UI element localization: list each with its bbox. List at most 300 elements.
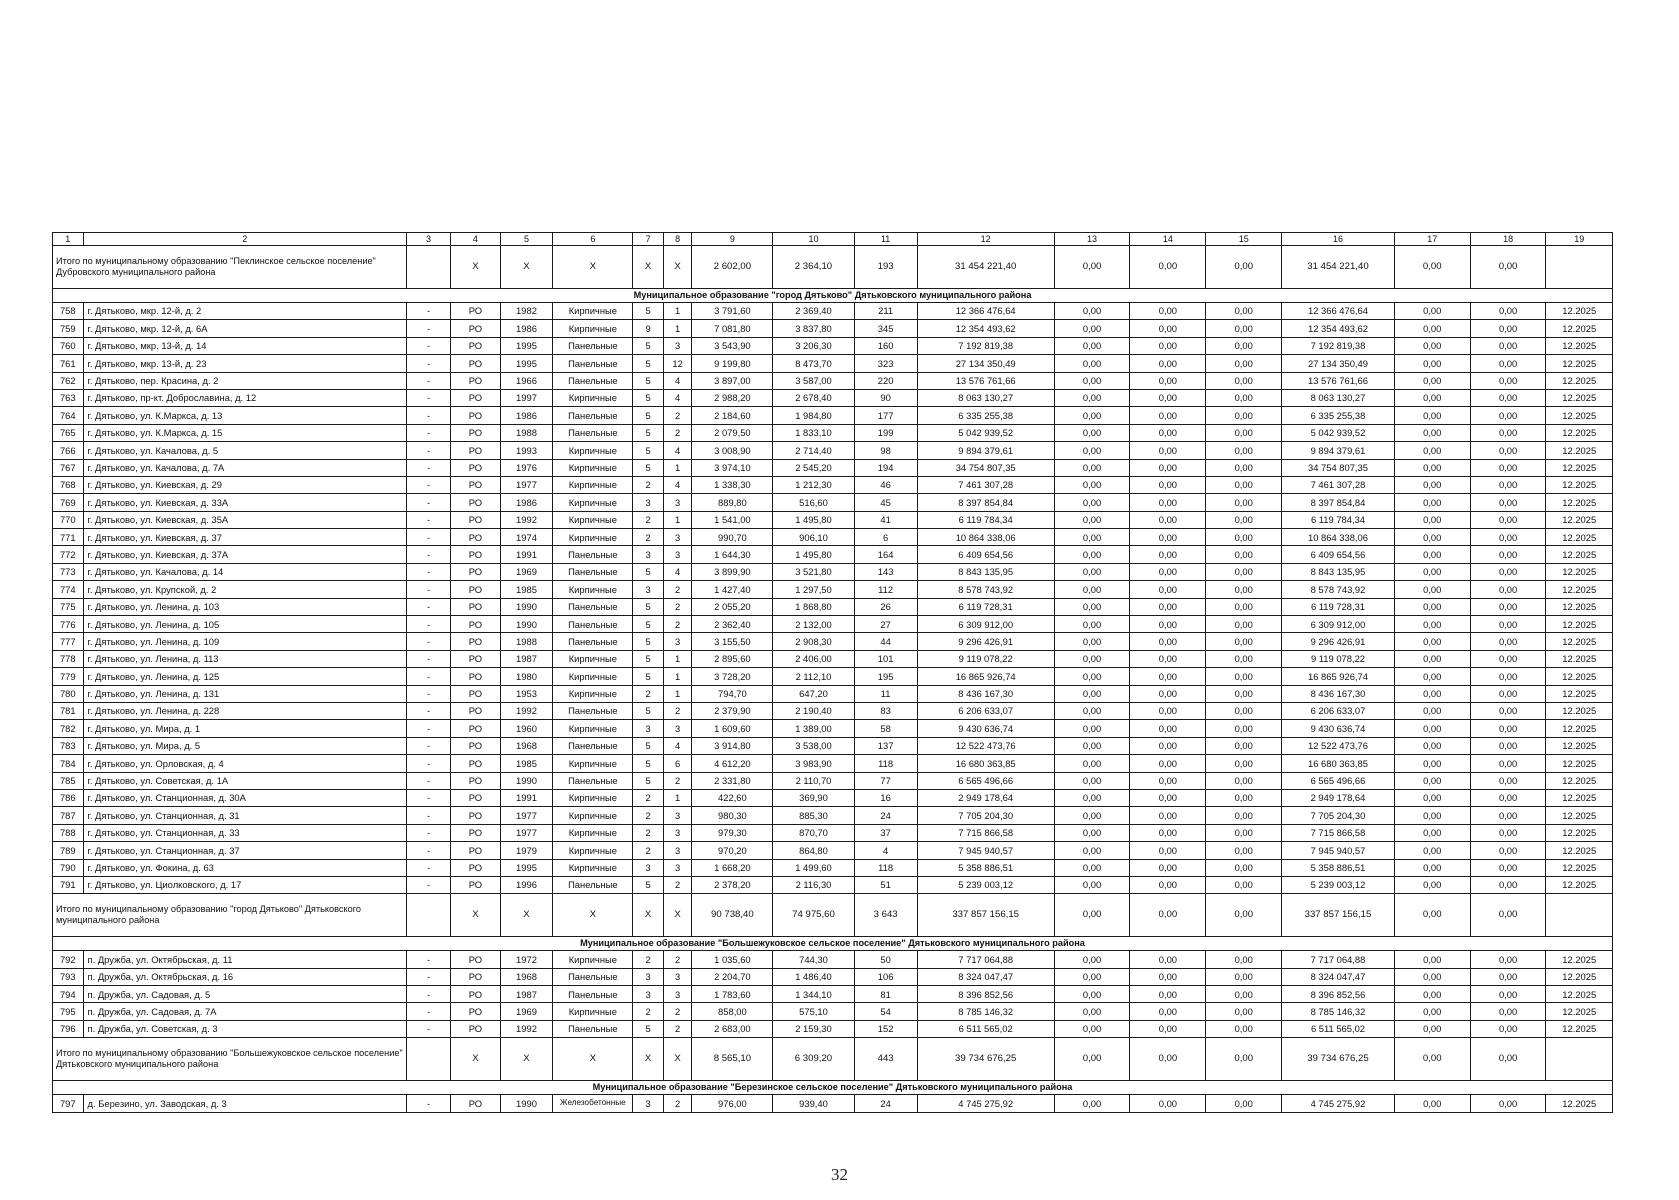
- table-cell: 0,00: [1394, 459, 1470, 476]
- column-number: 19: [1546, 233, 1613, 246]
- table-cell: Кирпичные: [553, 303, 633, 320]
- table-cell: 16 680 363,85: [917, 755, 1054, 772]
- table-cell: 12 354 493,62: [917, 320, 1054, 337]
- section-title: Муниципальное образование "Большежуковское сельское поселение" Дятьковского муниципального района: [53, 937, 1613, 951]
- table-cell: 1 338,30: [692, 476, 773, 493]
- table-cell: 0,00: [1054, 494, 1130, 511]
- table-cell: 0,00: [1394, 824, 1470, 841]
- table-cell: 1987: [500, 650, 553, 667]
- table-cell: Кирпичные: [553, 459, 633, 476]
- table-row: [53, 755, 1613, 772]
- table-cell: 1991: [500, 789, 553, 806]
- table-cell: 12.2025: [1546, 720, 1613, 737]
- table-cell: 9 119 078,22: [1282, 650, 1395, 667]
- table-cell: -: [406, 389, 450, 406]
- table-cell: 6 335 255,38: [917, 407, 1054, 424]
- table-cell: 777: [53, 633, 84, 650]
- table-cell: 770: [53, 511, 84, 528]
- table-cell: 0,00: [1470, 824, 1546, 841]
- table-cell: 0,00: [1470, 303, 1546, 320]
- table-cell: 0,00: [1054, 951, 1130, 968]
- table-cell: Панельные: [553, 337, 633, 354]
- table-cell: 0,00: [1206, 772, 1282, 789]
- table-cell: 5 239 003,12: [1282, 876, 1395, 893]
- table-cell: 0,00: [1394, 859, 1470, 876]
- table-cell: 0,00: [1054, 842, 1130, 859]
- table-cell: 3 897,00: [692, 372, 773, 389]
- total-cell: 0,00: [1394, 246, 1470, 289]
- total-row: [53, 1038, 1613, 1081]
- address-cell: г. Дятьково, ул. Киевская, д. 33А: [83, 494, 406, 511]
- section-title-row: [53, 1081, 1613, 1095]
- table-cell: 796: [53, 1020, 84, 1037]
- table-cell: 0,00: [1054, 633, 1130, 650]
- table-cell: 37: [854, 824, 917, 841]
- table-cell: 0,00: [1130, 1003, 1206, 1020]
- table-cell: 90: [854, 389, 917, 406]
- table-cell: 0,00: [1054, 337, 1130, 354]
- table-cell: 1988: [500, 424, 553, 441]
- table-cell: 12.2025: [1546, 755, 1613, 772]
- table-row: [53, 529, 1613, 546]
- table-cell: 1 344,10: [773, 986, 854, 1003]
- table-cell: 4: [663, 476, 691, 493]
- table-cell: 0,00: [1130, 303, 1206, 320]
- table-cell: -: [406, 859, 450, 876]
- table-row: [53, 968, 1613, 985]
- table-cell: 0,00: [1394, 1020, 1470, 1037]
- table-cell: Кирпичные: [553, 789, 633, 806]
- table-cell: 12.2025: [1546, 859, 1613, 876]
- table-cell: РО: [451, 598, 501, 615]
- table-cell: 762: [53, 372, 84, 389]
- table-cell: 2: [663, 1003, 691, 1020]
- table-cell: 2 159,30: [773, 1020, 854, 1037]
- table-cell: 8 843 135,95: [917, 563, 1054, 580]
- table-cell: 6 511 565,02: [917, 1020, 1054, 1037]
- table-cell: 2 895,60: [692, 650, 773, 667]
- total-cell: X: [451, 894, 501, 937]
- table-cell: Кирпичные: [553, 951, 633, 968]
- table-cell: 2 116,30: [773, 876, 854, 893]
- total-cell: X: [633, 246, 664, 289]
- address-cell: г. Дятьково, ул. Качалова, д. 14: [83, 563, 406, 580]
- table-cell: 780: [53, 685, 84, 702]
- table-cell: 2 369,40: [773, 303, 854, 320]
- table-cell: Кирпичные: [553, 581, 633, 598]
- column-number: 8: [663, 233, 691, 246]
- table-cell: 1995: [500, 337, 553, 354]
- table-cell: 4: [663, 563, 691, 580]
- total-cell: 8 565,10: [692, 1038, 773, 1081]
- table-cell: РО: [451, 616, 501, 633]
- table-cell: 12.2025: [1546, 1095, 1613, 1112]
- table-cell: 779: [53, 668, 84, 685]
- table-cell: 794: [53, 986, 84, 1003]
- table-cell: 2: [663, 407, 691, 424]
- table-cell: 0,00: [1394, 772, 1470, 789]
- table-cell: 0,00: [1054, 546, 1130, 563]
- table-cell: 5: [633, 389, 664, 406]
- table-cell: 758: [53, 303, 84, 320]
- table-cell: 0,00: [1470, 1095, 1546, 1112]
- address-cell: г. Дятьково, пр-кт. Доброславина, д. 12: [83, 389, 406, 406]
- column-number: 12: [917, 233, 1054, 246]
- table-cell: 2: [663, 616, 691, 633]
- table-cell: 2: [663, 772, 691, 789]
- table-cell: РО: [451, 824, 501, 841]
- address-cell: г. Дятьково, мкр. 13-й, д. 14: [83, 337, 406, 354]
- table-cell: 4: [663, 372, 691, 389]
- table-row: [53, 633, 1613, 650]
- table-row: [53, 1095, 1613, 1112]
- table-cell: 12.2025: [1546, 986, 1613, 1003]
- table-cell: 0,00: [1054, 598, 1130, 615]
- total-cell: [406, 1038, 450, 1081]
- table-cell: 2 378,20: [692, 876, 773, 893]
- address-cell: г. Дятьково, мкр. 13-й, д. 23: [83, 355, 406, 372]
- table-cell: 870,70: [773, 824, 854, 841]
- table-cell: РО: [451, 876, 501, 893]
- table-cell: 7 081,80: [692, 320, 773, 337]
- table-cell: 3 914,80: [692, 737, 773, 754]
- register-table: [52, 232, 1613, 1113]
- table-cell: 1992: [500, 702, 553, 719]
- table-cell: 0,00: [1394, 685, 1470, 702]
- table-cell: 0,00: [1470, 633, 1546, 650]
- table-cell: Кирпичные: [553, 1003, 633, 1020]
- total-cell: 31 454 221,40: [1282, 246, 1395, 289]
- address-cell: г. Дятьково, ул. Крупской, д. 2: [83, 581, 406, 598]
- table-cell: 792: [53, 951, 84, 968]
- table-cell: 2: [633, 511, 664, 528]
- table-cell: 41: [854, 511, 917, 528]
- table-cell: 0,00: [1470, 789, 1546, 806]
- table-cell: 8 785 146,32: [1282, 1003, 1395, 1020]
- table-cell: 0,00: [1054, 702, 1130, 719]
- table-cell: Кирпичные: [553, 320, 633, 337]
- table-cell: 2 132,00: [773, 616, 854, 633]
- table-cell: 0,00: [1130, 650, 1206, 667]
- table-cell: 0,00: [1130, 372, 1206, 389]
- table-cell: 1 644,30: [692, 546, 773, 563]
- table-cell: 0,00: [1470, 668, 1546, 685]
- table-cell: 0,00: [1470, 737, 1546, 754]
- table-cell: 12.2025: [1546, 320, 1613, 337]
- table-cell: 0,00: [1054, 320, 1130, 337]
- table-cell: 0,00: [1130, 772, 1206, 789]
- table-cell: Кирпичные: [553, 389, 633, 406]
- table-cell: 0,00: [1206, 546, 1282, 563]
- table-cell: 0,00: [1206, 616, 1282, 633]
- column-number: 16: [1282, 233, 1395, 246]
- table-cell: 2: [633, 685, 664, 702]
- table-cell: -: [406, 511, 450, 528]
- table-cell: 3: [663, 546, 691, 563]
- table-cell: 0,00: [1394, 720, 1470, 737]
- table-cell: 2 406,00: [773, 650, 854, 667]
- table-cell: 5: [633, 1020, 664, 1037]
- table-cell: 3: [633, 720, 664, 737]
- table-row: [53, 407, 1613, 424]
- table-cell: 2: [663, 951, 691, 968]
- table-cell: 5: [633, 702, 664, 719]
- table-cell: Кирпичные: [553, 755, 633, 772]
- total-row: [53, 894, 1613, 937]
- address-cell: г. Дятьково, ул. Киевская, д. 35А: [83, 511, 406, 528]
- table-cell: 797: [53, 1095, 84, 1112]
- table-cell: 0,00: [1206, 355, 1282, 372]
- table-cell: 772: [53, 546, 84, 563]
- table-cell: Панельные: [553, 616, 633, 633]
- table-cell: Панельные: [553, 355, 633, 372]
- table-cell: 83: [854, 702, 917, 719]
- table-cell: 12.2025: [1546, 702, 1613, 719]
- table-cell: 784: [53, 755, 84, 772]
- table-cell: 0,00: [1054, 968, 1130, 985]
- table-cell: 0,00: [1130, 581, 1206, 598]
- table-cell: -: [406, 842, 450, 859]
- total-cell: X: [451, 1038, 501, 1081]
- page-number: 32: [831, 1165, 848, 1184]
- table-cell: 12.2025: [1546, 459, 1613, 476]
- total-label: Итого по муниципальному образованию "Пеклинское сельское поселение" Дубровского муниципального района: [53, 246, 407, 289]
- table-cell: 2 190,40: [773, 702, 854, 719]
- table-cell: 177: [854, 407, 917, 424]
- table-cell: 1990: [500, 1095, 553, 1112]
- table-cell: 0,00: [1130, 529, 1206, 546]
- table-cell: 422,60: [692, 789, 773, 806]
- table-cell: 12.2025: [1546, 511, 1613, 528]
- total-cell: X: [553, 894, 633, 937]
- table-cell: 211: [854, 303, 917, 320]
- table-cell: 0,00: [1206, 824, 1282, 841]
- total-cell: 0,00: [1130, 246, 1206, 289]
- table-cell: 0,00: [1054, 824, 1130, 841]
- address-cell: д. Березино, ул. Заводская, д. 3: [83, 1095, 406, 1112]
- table-cell: 1 389,00: [773, 720, 854, 737]
- table-cell: 1969: [500, 563, 553, 580]
- table-cell: РО: [451, 355, 501, 372]
- table-cell: 6: [854, 529, 917, 546]
- table-cell: 12.2025: [1546, 598, 1613, 615]
- table-cell: 9 119 078,22: [917, 650, 1054, 667]
- table-cell: -: [406, 824, 450, 841]
- table-row: [53, 546, 1613, 563]
- table-row: [53, 442, 1613, 459]
- table-row: [53, 320, 1613, 337]
- section-title: Муниципальное образование "город Дятьково" Дятьковского муниципального района: [53, 289, 1613, 303]
- address-cell: г. Дятьково, ул. Мира, д. 1: [83, 720, 406, 737]
- table-row: [53, 772, 1613, 789]
- table-cell: 12.2025: [1546, 807, 1613, 824]
- table-cell: 3 587,00: [773, 372, 854, 389]
- table-cell: 12 366 476,64: [917, 303, 1054, 320]
- table-row: [53, 389, 1613, 406]
- table-cell: 990,70: [692, 529, 773, 546]
- table-cell: 0,00: [1130, 476, 1206, 493]
- table-cell: 6 565 496,66: [1282, 772, 1395, 789]
- table-cell: 0,00: [1130, 702, 1206, 719]
- table-cell: -: [406, 563, 450, 580]
- table-cell: 1977: [500, 476, 553, 493]
- table-cell: 0,00: [1394, 616, 1470, 633]
- table-cell: 1980: [500, 668, 553, 685]
- table-cell: 0,00: [1130, 320, 1206, 337]
- table-cell: 0,00: [1206, 424, 1282, 441]
- table-cell: -: [406, 789, 450, 806]
- table-cell: -: [406, 951, 450, 968]
- table-row: [53, 563, 1613, 580]
- table-cell: 12.2025: [1546, 824, 1613, 841]
- table-cell: 7 717 064,88: [1282, 951, 1395, 968]
- table-cell: 0,00: [1394, 755, 1470, 772]
- table-cell: 16 865 926,74: [917, 668, 1054, 685]
- table-cell: 7 461 307,28: [1282, 476, 1395, 493]
- table-cell: Кирпичные: [553, 494, 633, 511]
- table-cell: РО: [451, 320, 501, 337]
- table-cell: 44: [854, 633, 917, 650]
- table-cell: 6 206 633,07: [917, 702, 1054, 719]
- total-cell: 90 738,40: [692, 894, 773, 937]
- table-cell: 2: [633, 476, 664, 493]
- table-cell: 0,00: [1394, 563, 1470, 580]
- table-cell: 194: [854, 459, 917, 476]
- table-cell: 0,00: [1394, 789, 1470, 806]
- table-cell: 0,00: [1470, 389, 1546, 406]
- column-number: 15: [1206, 233, 1282, 246]
- table-cell: 0,00: [1394, 389, 1470, 406]
- table-cell: 3: [633, 859, 664, 876]
- table-cell: 11: [854, 685, 917, 702]
- total-cell: 2 602,00: [692, 246, 773, 289]
- table-cell: 0,00: [1394, 320, 1470, 337]
- table-cell: 0,00: [1054, 772, 1130, 789]
- table-cell: РО: [451, 842, 501, 859]
- table-cell: 0,00: [1130, 424, 1206, 441]
- table-cell: 0,00: [1054, 372, 1130, 389]
- total-cell: 337 857 156,15: [917, 894, 1054, 937]
- table-cell: 6 511 565,02: [1282, 1020, 1395, 1037]
- table-cell: 3 791,60: [692, 303, 773, 320]
- table-cell: 744,30: [773, 951, 854, 968]
- table-cell: Панельные: [553, 424, 633, 441]
- table-cell: 1 868,80: [773, 598, 854, 615]
- table-cell: Панельные: [553, 876, 633, 893]
- column-number: 2: [83, 233, 406, 246]
- column-number: 6: [553, 233, 633, 246]
- table-cell: Кирпичные: [553, 650, 633, 667]
- table-cell: 16: [854, 789, 917, 806]
- table-cell: 6 409 654,56: [1282, 546, 1395, 563]
- table-cell: 759: [53, 320, 84, 337]
- table-cell: 77: [854, 772, 917, 789]
- table-cell: 12.2025: [1546, 546, 1613, 563]
- table-cell: 0,00: [1394, 598, 1470, 615]
- table-cell: 0,00: [1130, 563, 1206, 580]
- table-cell: 3: [663, 807, 691, 824]
- table-cell: 1982: [500, 303, 553, 320]
- table-cell: 0,00: [1054, 529, 1130, 546]
- table-cell: -: [406, 424, 450, 441]
- table-cell: 1976: [500, 459, 553, 476]
- table-cell: 12.2025: [1546, 789, 1613, 806]
- address-cell: г. Дятьково, ул. К.Маркса, д. 13: [83, 407, 406, 424]
- table-cell: 0,00: [1206, 598, 1282, 615]
- table-cell: 34 754 807,35: [1282, 459, 1395, 476]
- address-cell: г. Дятьково, ул. Станционная, д. 31: [83, 807, 406, 824]
- table-cell: 0,00: [1206, 372, 1282, 389]
- table-cell: Панельные: [553, 772, 633, 789]
- table-cell: 3 974,10: [692, 459, 773, 476]
- table-cell: 2: [663, 702, 691, 719]
- table-cell: 12.2025: [1546, 685, 1613, 702]
- table-cell: 9 430 636,74: [1282, 720, 1395, 737]
- address-cell: г. Дятьково, ул. Киевская, д. 37: [83, 529, 406, 546]
- table-cell: 3: [663, 842, 691, 859]
- table-cell: 5: [633, 772, 664, 789]
- address-cell: п. Дружба, ул. Октябрьская, д. 11: [83, 951, 406, 968]
- table-cell: 5 358 886,51: [1282, 859, 1395, 876]
- table-cell: 0,00: [1130, 668, 1206, 685]
- table-row: [53, 424, 1613, 441]
- table-cell: 0,00: [1054, 581, 1130, 598]
- table-cell: 7 715 866,58: [917, 824, 1054, 841]
- table-cell: 5: [633, 737, 664, 754]
- table-cell: 0,00: [1054, 668, 1130, 685]
- table-cell: Панельные: [553, 702, 633, 719]
- table-cell: 0,00: [1130, 494, 1206, 511]
- table-cell: 3: [663, 720, 691, 737]
- table-cell: 0,00: [1054, 424, 1130, 441]
- table-cell: 647,20: [773, 685, 854, 702]
- table-cell: 769: [53, 494, 84, 511]
- table-cell: 4 745 275,92: [917, 1095, 1054, 1112]
- table-cell: 0,00: [1130, 876, 1206, 893]
- table-cell: 2: [633, 824, 664, 841]
- table-cell: 1990: [500, 772, 553, 789]
- table-cell: 1985: [500, 581, 553, 598]
- table-cell: 12 366 476,64: [1282, 303, 1395, 320]
- table-cell: 790: [53, 859, 84, 876]
- table-cell: 1995: [500, 859, 553, 876]
- table-cell: -: [406, 807, 450, 824]
- table-cell: РО: [451, 511, 501, 528]
- table-cell: 8 843 135,95: [1282, 563, 1395, 580]
- table-cell: 1 668,20: [692, 859, 773, 876]
- table-cell: 12.2025: [1546, 494, 1613, 511]
- total-cell: X: [633, 894, 664, 937]
- table-cell: 8 397 854,84: [1282, 494, 1395, 511]
- table-cell: 1992: [500, 511, 553, 528]
- table-row: [53, 789, 1613, 806]
- table-cell: 12 522 473,76: [1282, 737, 1395, 754]
- total-cell: X: [663, 246, 691, 289]
- table-cell: 1: [663, 789, 691, 806]
- table-cell: РО: [451, 650, 501, 667]
- table-cell: 8 396 852,56: [917, 986, 1054, 1003]
- table-cell: 1966: [500, 372, 553, 389]
- table-cell: 5: [633, 372, 664, 389]
- table-cell: 0,00: [1206, 320, 1282, 337]
- table-row: [53, 616, 1613, 633]
- table-cell: 0,00: [1470, 1003, 1546, 1020]
- table-cell: 12.2025: [1546, 650, 1613, 667]
- table-cell: 1968: [500, 737, 553, 754]
- table-cell: 0,00: [1470, 685, 1546, 702]
- total-cell: [1546, 894, 1613, 937]
- table-cell: РО: [451, 389, 501, 406]
